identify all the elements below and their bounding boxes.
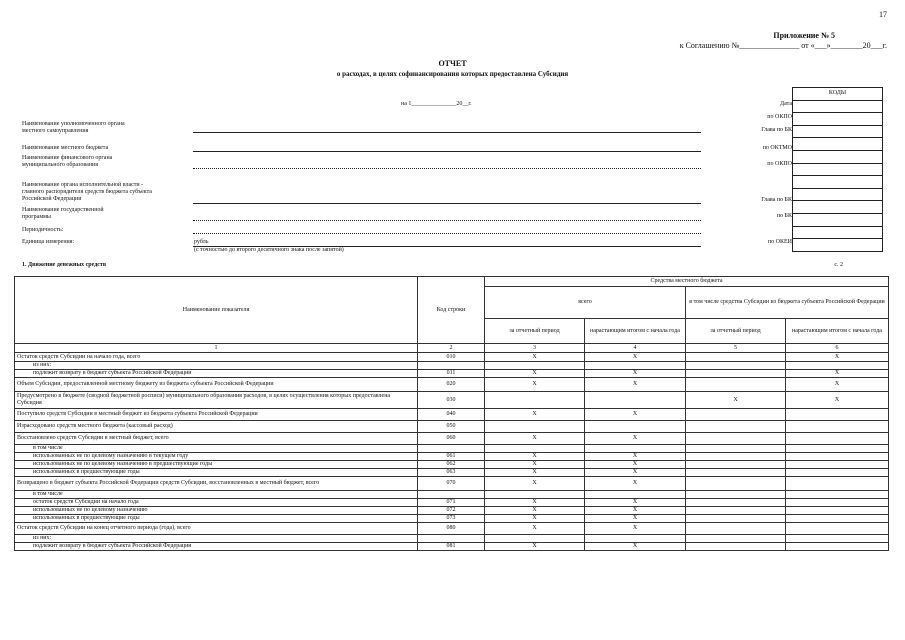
row-cell	[786, 433, 889, 445]
row-code	[418, 445, 485, 453]
table-row	[15, 515, 889, 523]
row-cell	[585, 491, 686, 499]
row-cell	[686, 535, 786, 543]
row-cell	[485, 421, 585, 433]
row-cell	[786, 461, 889, 469]
table-row	[15, 378, 889, 392]
row-code: 073	[418, 515, 485, 523]
row-cell	[786, 453, 889, 461]
table-row	[15, 469, 889, 477]
row-cell	[686, 445, 786, 453]
row-cell: X	[485, 353, 585, 362]
row-code	[418, 491, 485, 499]
col-num-6: 6	[786, 344, 889, 353]
row-cell	[585, 421, 686, 433]
row-cell: X	[485, 461, 585, 469]
row-cell: X	[585, 353, 686, 362]
row-cell	[485, 362, 585, 370]
code-label-oktmo: по ОКТМО	[762, 145, 792, 151]
table-row	[15, 507, 889, 515]
table-row	[15, 499, 889, 507]
row-cell: X	[585, 469, 686, 477]
row-cell: X	[786, 378, 889, 392]
row-name: использованных не по целевому назначению	[15, 507, 418, 515]
field-line-budget	[193, 151, 701, 152]
field-value-unit: рубль	[194, 239, 209, 245]
code-label-glava-2: Глава по БК	[761, 197, 792, 203]
field-line-period	[193, 233, 701, 234]
row-cell: X	[585, 453, 686, 461]
col-num-2: 2	[418, 344, 485, 353]
row-cell: X	[585, 378, 686, 392]
row-cell: X	[585, 523, 686, 535]
row-cell: X	[485, 515, 585, 523]
report-date: на 1_______________20__г.	[401, 101, 472, 107]
row-cell: X	[485, 543, 585, 551]
field-label-authority: Наименование уполномоченного органа местного самоуправления	[22, 121, 125, 134]
row-code: 060	[418, 433, 485, 445]
appendix-ref: к Соглашению №_______________ от «___»________20___г.	[679, 41, 887, 50]
row-cell: X	[485, 370, 585, 378]
appendix-title: Приложение № 5	[773, 31, 835, 40]
movement-table	[14, 276, 889, 551]
table-row	[15, 409, 889, 421]
row-name: использованных в предшествующие годы	[15, 469, 418, 477]
row-code: 080	[418, 523, 485, 535]
row-code: 062	[418, 461, 485, 469]
code-label-okpo-2: по ОКПО	[767, 161, 792, 167]
row-cell	[585, 392, 686, 409]
row-code: 061	[418, 453, 485, 461]
codes-box	[792, 87, 883, 252]
table-row	[15, 421, 889, 433]
row-name: Предусмотрено в бюджете (сводной бюджетной росписи) муниципального образования расходов, в целях осуществления которых предоставлена Субсидия	[15, 392, 418, 409]
row-cell: X	[585, 507, 686, 515]
table-row	[15, 433, 889, 445]
row-cell	[686, 362, 786, 370]
row-name: подлежит возврату в бюджет субъекта Российской Федерации	[15, 543, 418, 551]
row-cell	[686, 409, 786, 421]
row-cell: X	[485, 433, 585, 445]
row-cell: X	[786, 370, 889, 378]
table-row	[15, 370, 889, 378]
row-cell	[686, 469, 786, 477]
field-line-finance	[193, 168, 701, 169]
row-name: использованных в предшествующие годы	[15, 515, 418, 523]
table-row	[15, 353, 889, 362]
row-cell	[786, 515, 889, 523]
row-name: Объем Субсидии, предоставленной местному бюджету из бюджета субъекта Российской Федерации	[15, 378, 418, 392]
col-num-4: 4	[585, 344, 686, 353]
row-cell: X	[585, 477, 686, 491]
code-label-bk: по БК	[776, 213, 792, 219]
row-cell	[786, 535, 889, 543]
row-code: 071	[418, 499, 485, 507]
table-row	[15, 453, 889, 461]
row-cell: X	[786, 392, 889, 409]
table-row	[15, 477, 889, 491]
table-row	[15, 461, 889, 469]
row-cell	[786, 445, 889, 453]
field-line-program	[193, 220, 701, 221]
table-row	[15, 392, 889, 409]
row-cell	[585, 445, 686, 453]
row-code: 030	[418, 392, 485, 409]
row-name: подлежит возврату в бюджет субъекта Российской Федерации	[15, 370, 418, 378]
row-name: Поступило средств Субсидии в местный бюджет из бюджета субъекта Российской Федерации	[15, 409, 418, 421]
row-cell	[686, 507, 786, 515]
field-label-unit: Единица измерения:	[22, 239, 75, 245]
row-cell: X	[585, 433, 686, 445]
col-num-5: 5	[686, 344, 786, 353]
row-name: Израсходовано средств местного бюджета (кассовый расход)	[15, 421, 418, 433]
row-cell	[786, 362, 889, 370]
row-cell: X	[585, 543, 686, 551]
col-num-1: 1	[15, 344, 418, 353]
row-cell: X	[485, 507, 585, 515]
row-cell: X	[485, 453, 585, 461]
row-name: в том числе	[15, 491, 418, 499]
row-code	[418, 362, 485, 370]
row-code: 072	[418, 507, 485, 515]
row-cell	[686, 461, 786, 469]
row-code: 063	[418, 469, 485, 477]
row-name: Остаток средств Субсидии на конец отчетного периода (года), всего	[15, 523, 418, 535]
row-name: Восстановлено средств Субсидии в местный бюджет, всего	[15, 433, 418, 445]
col-num-3: 3	[485, 344, 585, 353]
row-cell: X	[485, 523, 585, 535]
row-cell	[686, 370, 786, 378]
row-cell: X	[485, 409, 585, 421]
row-cell	[686, 543, 786, 551]
row-name: использованных не по целевому назначению в предшествующие годы	[15, 461, 418, 469]
code-label-date: Дата	[780, 101, 792, 107]
report-subtitle: о расходах, в целях софинансирования которых предоставлена Субсидия	[336, 70, 569, 78]
row-cell	[786, 477, 889, 491]
row-code: 010	[418, 353, 485, 362]
field-label-finance: Наименование финансового органа муниципального образования	[22, 155, 113, 168]
code-label-okei: по ОКЕИ	[767, 239, 792, 245]
row-name: в том числе	[15, 445, 418, 453]
codes-header: КОДЫ	[828, 90, 847, 96]
table-row	[15, 445, 889, 453]
row-name: использованных не по целевому назначению в текущем году	[15, 453, 418, 461]
row-cell: X	[585, 515, 686, 523]
row-cell	[786, 523, 889, 535]
row-cell: X	[786, 353, 889, 362]
row-cell	[686, 477, 786, 491]
row-cell: X	[686, 392, 786, 409]
row-code: 040	[418, 409, 485, 421]
row-cell	[585, 535, 686, 543]
head-cumulative-1: нарастающим итогом с начала года	[585, 319, 686, 344]
row-cell	[786, 507, 889, 515]
page-number: 17	[879, 10, 887, 19]
row-cell	[686, 523, 786, 535]
code-label-glava: Глава по БК	[761, 127, 792, 133]
row-cell: X	[585, 499, 686, 507]
row-cell	[686, 433, 786, 445]
section-note: с. 2	[834, 262, 843, 268]
field-line-authority	[193, 132, 701, 133]
row-cell	[485, 392, 585, 409]
row-cell: X	[585, 370, 686, 378]
field-label-program: Наименование государственной программы	[22, 207, 104, 220]
table-row	[15, 535, 889, 543]
head-code: Код строки	[418, 277, 485, 344]
row-code: 081	[418, 543, 485, 551]
row-code: 020	[418, 378, 485, 392]
row-cell	[786, 421, 889, 433]
row-cell	[786, 469, 889, 477]
row-name: Остаток средств Субсидии на начало года, всего	[15, 353, 418, 362]
head-period-2: за отчетный период	[686, 319, 786, 344]
row-cell	[686, 499, 786, 507]
report-title: ОТЧЕТ	[438, 59, 467, 68]
row-cell	[786, 409, 889, 421]
row-cell	[585, 362, 686, 370]
head-period-1: за отчетный период	[485, 319, 585, 344]
row-cell	[485, 491, 585, 499]
row-cell	[786, 491, 889, 499]
field-label-executive: Наименование органа исполнительной власти - главного распорядителя средств бюджета субъекта Российской Федерации	[22, 182, 152, 202]
row-name: остаток средств Субсидии на начало года	[15, 499, 418, 507]
row-cell	[686, 353, 786, 362]
row-cell: X	[485, 469, 585, 477]
row-cell: X	[585, 461, 686, 469]
head-cumulative-2: нарастающим итогом с начала года	[786, 319, 889, 344]
row-cell	[686, 453, 786, 461]
row-code	[418, 535, 485, 543]
head-incl: в том числе средства Субсидии из бюджета субъекта Российской Федерации	[686, 287, 889, 319]
table-row	[15, 362, 889, 370]
row-name: из них:	[15, 362, 418, 370]
section-title: 1. Движение денежных средств	[22, 262, 107, 268]
table-row	[15, 491, 889, 499]
row-cell	[686, 515, 786, 523]
row-cell	[686, 421, 786, 433]
row-cell: X	[485, 499, 585, 507]
row-cell	[786, 499, 889, 507]
row-cell	[485, 535, 585, 543]
row-name: из них:	[15, 535, 418, 543]
row-cell	[485, 445, 585, 453]
row-code: 070	[418, 477, 485, 491]
row-cell	[686, 378, 786, 392]
table-row	[15, 543, 889, 551]
row-cell	[786, 543, 889, 551]
row-cell: X	[485, 378, 585, 392]
row-name: Возвращено в бюджет субъекта Российской Федерации средств Субсидии, восстановленных в местный бюджет, всего	[15, 477, 418, 491]
row-code: 050	[418, 421, 485, 433]
row-cell: X	[485, 477, 585, 491]
field-label-budget: Наименование местного бюджета	[22, 145, 109, 151]
field-line-executive	[193, 203, 701, 204]
row-code: 011	[418, 370, 485, 378]
field-label-period: Периодичность:	[22, 227, 64, 233]
row-cell	[686, 491, 786, 499]
head-total: всего	[485, 287, 686, 319]
head-local-budget: Средства местного бюджета	[485, 277, 889, 287]
unit-note: (с точностью до второго десятичного знака после запятой)	[194, 247, 344, 253]
table-row	[15, 523, 889, 535]
row-cell: X	[585, 409, 686, 421]
head-name: Наименование показателя	[15, 277, 418, 344]
code-label-okpo: по ОКПО	[767, 114, 792, 120]
